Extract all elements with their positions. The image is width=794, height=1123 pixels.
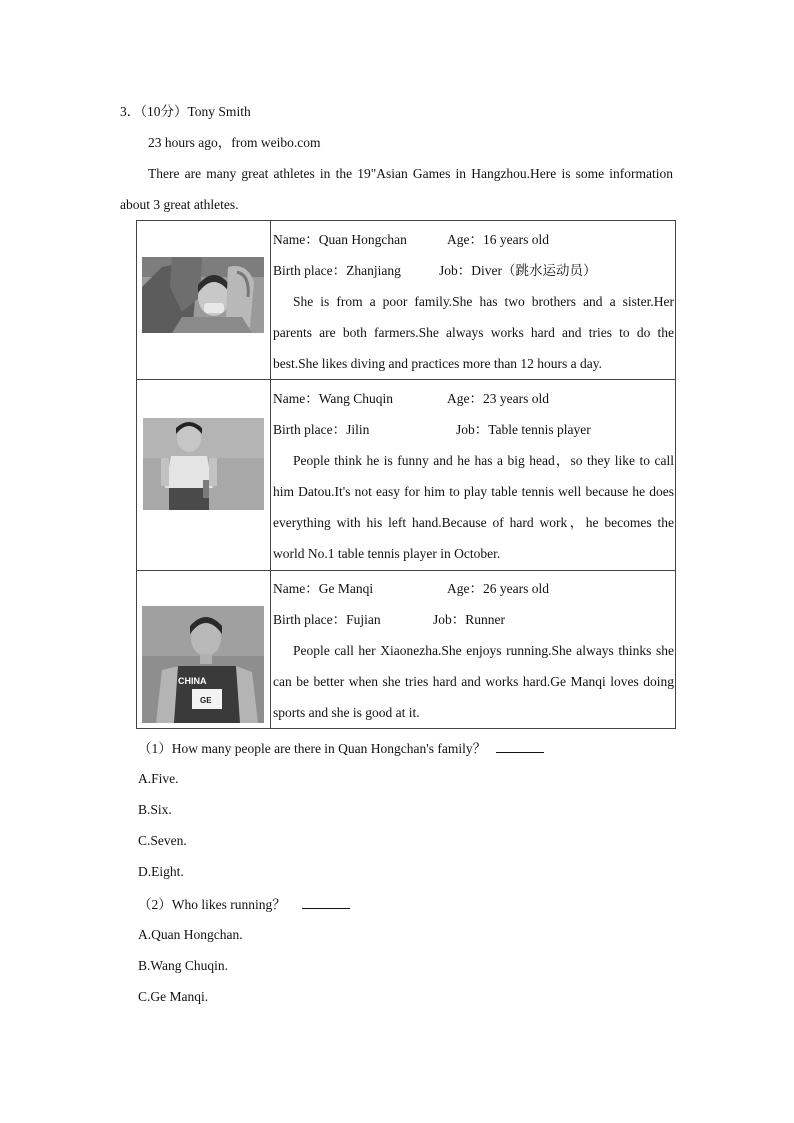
athlete-name: Name：Wang Chuqin (273, 391, 394, 406)
question-header (120, 103, 251, 121)
option-c[interactable]: C.Seven. (138, 833, 187, 848)
athlete-info-cell (271, 380, 676, 571)
athlete-photo-wang (143, 418, 264, 510)
athlete-info-cell (271, 571, 676, 729)
athlete-info-cell (271, 221, 676, 380)
option-b[interactable]: B.Six. (138, 802, 172, 817)
option-a[interactable]: A.Five. (138, 771, 179, 786)
intro-line-2: about 3 great athletes. (120, 197, 239, 212)
athlete-photo-ge (142, 606, 264, 723)
athlete-age: Age：23 years old (447, 391, 549, 406)
athlete-row (137, 221, 676, 380)
bib-text: GE (200, 696, 212, 705)
athlete-birthplace: Birth place：Fujian (273, 612, 381, 627)
athlete-name: Name：Ge Manqi (273, 581, 374, 596)
intro-line-1: There are many great athletes in the 19"Asian Games in Hangzhou.Here is some information (148, 166, 673, 181)
option-c[interactable]: C.Ge Manqi. (138, 989, 209, 1004)
athlete-description: People think he is funny and he has a big head，so they like to call him Datou.It's not easy for him to play table tennis well because he does everything with his left hand.Because of hard work，he becomes the world No.1 table tennis player in October. (273, 453, 674, 561)
question-number-points: 3．（10分） (120, 104, 188, 119)
athlete-photo-cell (137, 221, 271, 380)
athlete-name: Name：Quan Hongchan (273, 232, 407, 247)
post-meta: 23 hours ago，from weibo.com (148, 135, 321, 150)
answer-blank[interactable] (302, 895, 350, 909)
question-author: Tony Smith (187, 104, 251, 119)
athlete-description: People call her Xiaonezha.She enjoys running.She always thinks she can be better when she tries hard and works hard.Ge Manqi loves doing sports and she is good at it. (273, 643, 674, 720)
athlete-row (137, 380, 676, 571)
subquestion-1-prompt: （1）How many people are there in Quan Hongchan's family？ (138, 739, 544, 758)
athlete-photo-quan (142, 257, 264, 333)
athlete-job: Job：Table tennis player (456, 422, 591, 437)
athlete-name-age (273, 390, 549, 408)
athlete-name-age (273, 231, 549, 249)
athlete-birth-job (273, 611, 505, 629)
athlete-age: Age：26 years old (447, 581, 549, 596)
answer-blank[interactable] (496, 739, 544, 753)
athlete-photo-cell (137, 571, 271, 729)
athlete-job: Job：Runner (433, 612, 505, 627)
athlete-birthplace: Birth place：Zhanjiang (273, 263, 401, 278)
athletes-table (136, 220, 676, 729)
jersey-text: CHINA (178, 676, 207, 686)
option-d[interactable]: D.Eight. (138, 864, 184, 879)
athlete-birth-job (273, 421, 591, 439)
option-b[interactable]: B.Wang Chuqin. (138, 958, 229, 973)
athlete-row (137, 571, 676, 729)
athlete-description: She is from a poor family.She has two brothers and a sister.Her parents are both farmers.She always works hard and tries to do the best.She likes diving and practices more than 12 hours a day. (273, 294, 674, 371)
athlete-birthplace: Birth place：Jilin (273, 422, 370, 437)
athlete-age: Age：16 years old (447, 232, 549, 247)
athlete-name-age (273, 580, 549, 598)
subquestion-2-prompt: （2）Who likes running？ (138, 895, 350, 914)
option-a[interactable]: A.Quan Hongchan. (138, 927, 243, 942)
athlete-photo-cell (137, 380, 271, 571)
athlete-birth-job (273, 262, 597, 280)
athlete-job: Job：Diver（跳水运动员） (439, 263, 597, 278)
